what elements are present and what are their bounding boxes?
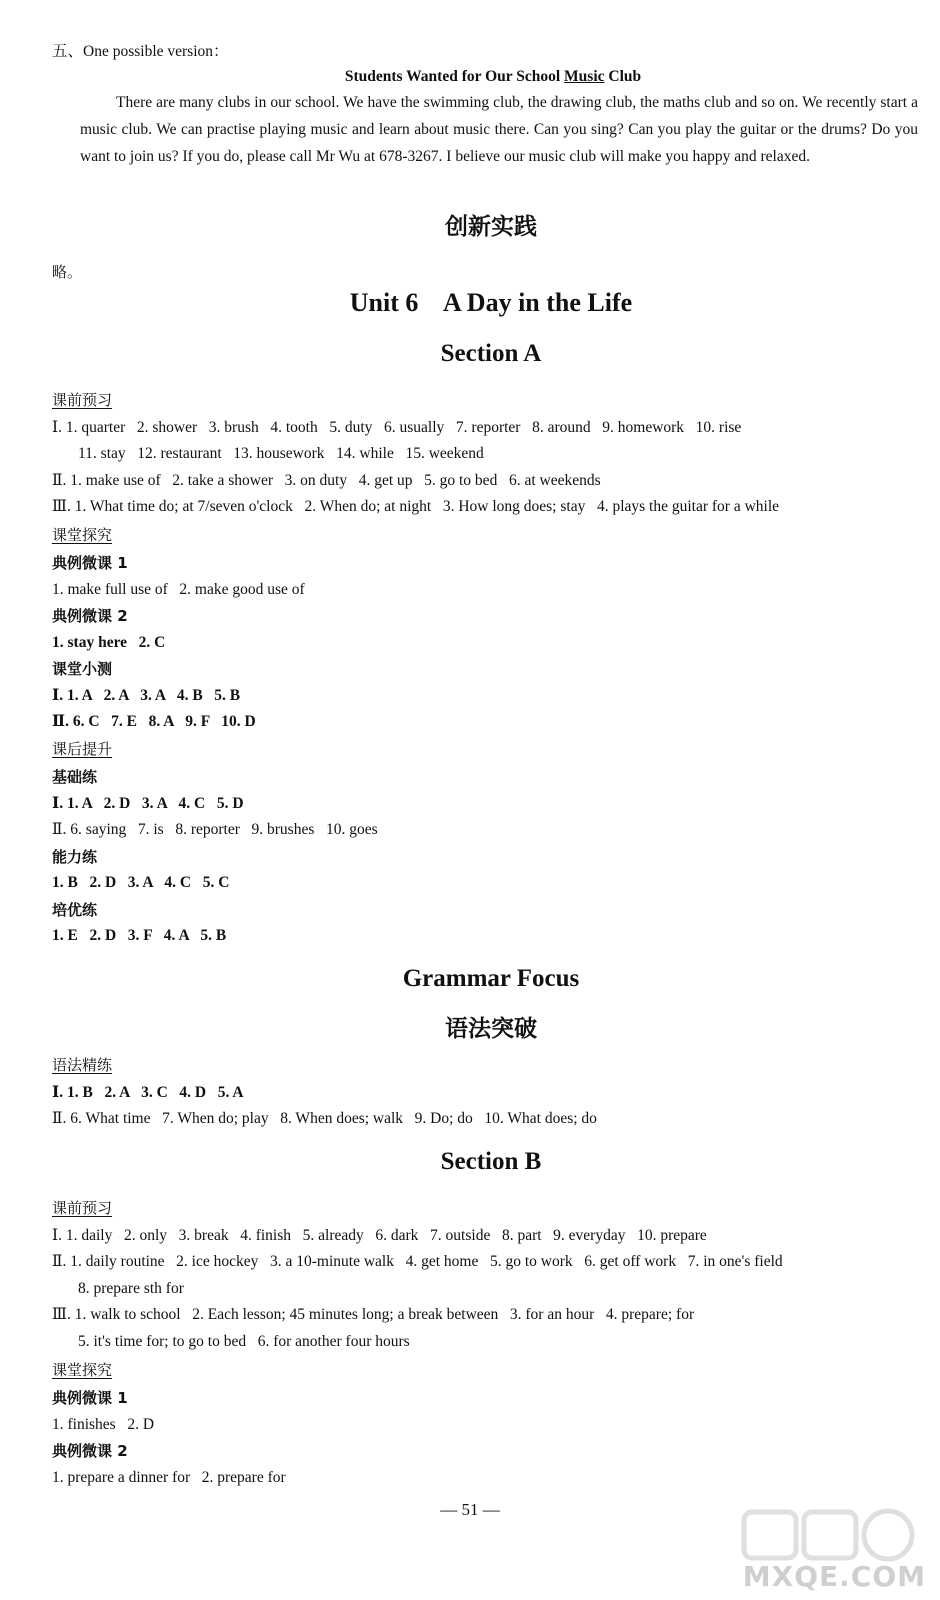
section-a-ability-label: 能力练 [52,848,98,866]
section-a-class-category: 课堂探究 [52,526,113,544]
section-a-excel: 1. E 2. D 3. F 4. A 5. B [52,927,227,944]
article-title-underlined: Music [564,68,605,85]
section-b-class-category: 课堂探究 [52,1361,113,1379]
section-b-example1: 1. finishes 2. D [52,1416,155,1433]
section-b-heading: Section B [440,1148,542,1175]
section-b-example2-label: 典例微课 2 [52,1442,128,1460]
section-a-example2: 1. stay here 2. C [52,634,166,651]
intro-label: 五、One possible version： [52,43,229,60]
section-a-example1-label: 典例微课 1 [52,554,128,572]
section-a-example1: 1. make full use of 2. make good use of [52,581,305,598]
article-body: There are many clubs in our school. We have the swimming club, the drawing club, the maths club and so on. We recently start a music club. We can practise playing music and learn about music there. Can you sing? Can you play the guitar or the drums? Do you want to join us? If you do, please call Mr Wu at 678-3267. I believe our music club will make you happy and relaxed. [80,94,918,165]
section-a-preview-line-1a: Ⅰ. 1. quarter 2. shower 3. brush 4. tooth 5. duty 6. usually 7. reporter 8. around 9. homework 10. rise [52,419,742,436]
section-b-preview-3b: 5. it's time for; to go to bed 6. for another four hours [78,1333,410,1350]
section-a-basic-label: 基础练 [52,768,98,786]
section-a-heading: Section A [440,340,542,367]
section-b-preview-3a: Ⅲ. 1. walk to school 2. Each lesson; 45 minutes long; a break between 3. for an hour 4. prepare; for [52,1306,695,1323]
section-a-ability: 1. B 2. D 3. A 4. C 5. C [52,874,230,891]
grammar-line-1: Ⅰ. 1. B 2. A 3. C 4. D 5. A [52,1084,244,1101]
unit-title: Unit 6 A Day in the Life [349,288,633,317]
grammar-heading: Grammar Focus [402,965,580,992]
page-number: — 51 — [440,1500,500,1519]
section-a-after-category: 课后提升 [52,740,113,758]
watermark-text: MXQE.COM [742,1560,926,1593]
section-b-preview-2a: Ⅱ. 1. daily routine 2. ice hockey 3. a 10-minute walk 4. get home 5. go to work 6. get off work 7. in one's field [52,1253,783,1270]
section-a-preview-category: 课前预习 [52,391,113,409]
section-a-basic-1: Ⅰ. 1. A 2. D 3. A 4. C 5. D [52,795,244,812]
article-title-pre: Students Wanted for Our School [344,68,565,85]
section-b-preview-2b: 8. prepare sth for [78,1280,184,1297]
section-a-quiz-label: 课堂小测 [52,660,113,678]
grammar-category: 语法精练 [52,1056,113,1074]
section-a-excel-label: 培优练 [52,901,98,919]
section-a-quiz-2: Ⅱ. 6. C 7. E 8. A 9. F 10. D [52,713,256,730]
section-b-example2: 1. prepare a dinner for 2. prepare for [52,1469,286,1486]
practice-text: 略。 [52,263,83,281]
section-b-preview-1: Ⅰ. 1. daily 2. only 3. break 4. finish 5. already 6. dark 7. outside 8. part 9. everyday 10. prepare [52,1227,707,1244]
section-a-basic-2: Ⅱ. 6. saying 7. is 8. reporter 9. brushes 10. goes [52,821,378,838]
section-a-preview-line-2: Ⅱ. 1. make use of 2. take a shower 3. on duty 4. get up 5. go to bed 6. at weekends [52,472,601,489]
section-b-example1-label: 典例微课 1 [52,1389,128,1407]
practice-heading: 创新实践 [445,214,537,240]
section-a-preview-line-3: Ⅲ. 1. What time do; at 7/seven o'clock 2. When do; at night 3. How long does; stay 4. plays the guitar for a while [52,498,780,515]
section-b-preview-category: 课前预习 [52,1199,113,1217]
section-a-quiz-1: Ⅰ. 1. A 2. A 3. A 4. B 5. B [52,687,241,704]
article-title-post: Club [604,68,642,85]
section-a-preview-line-1b: 11. stay 12. restaurant 13. housework 14. while 15. weekend [78,445,484,462]
section-a-example2-label: 典例微课 2 [52,607,128,625]
article-title [0,67,940,87]
grammar-line-2: Ⅱ. 6. What time 7. When do; play 8. When does; walk 9. Do; do 10. What does; do [52,1110,597,1127]
grammar-heading-cn: 语法突破 [445,1016,537,1042]
